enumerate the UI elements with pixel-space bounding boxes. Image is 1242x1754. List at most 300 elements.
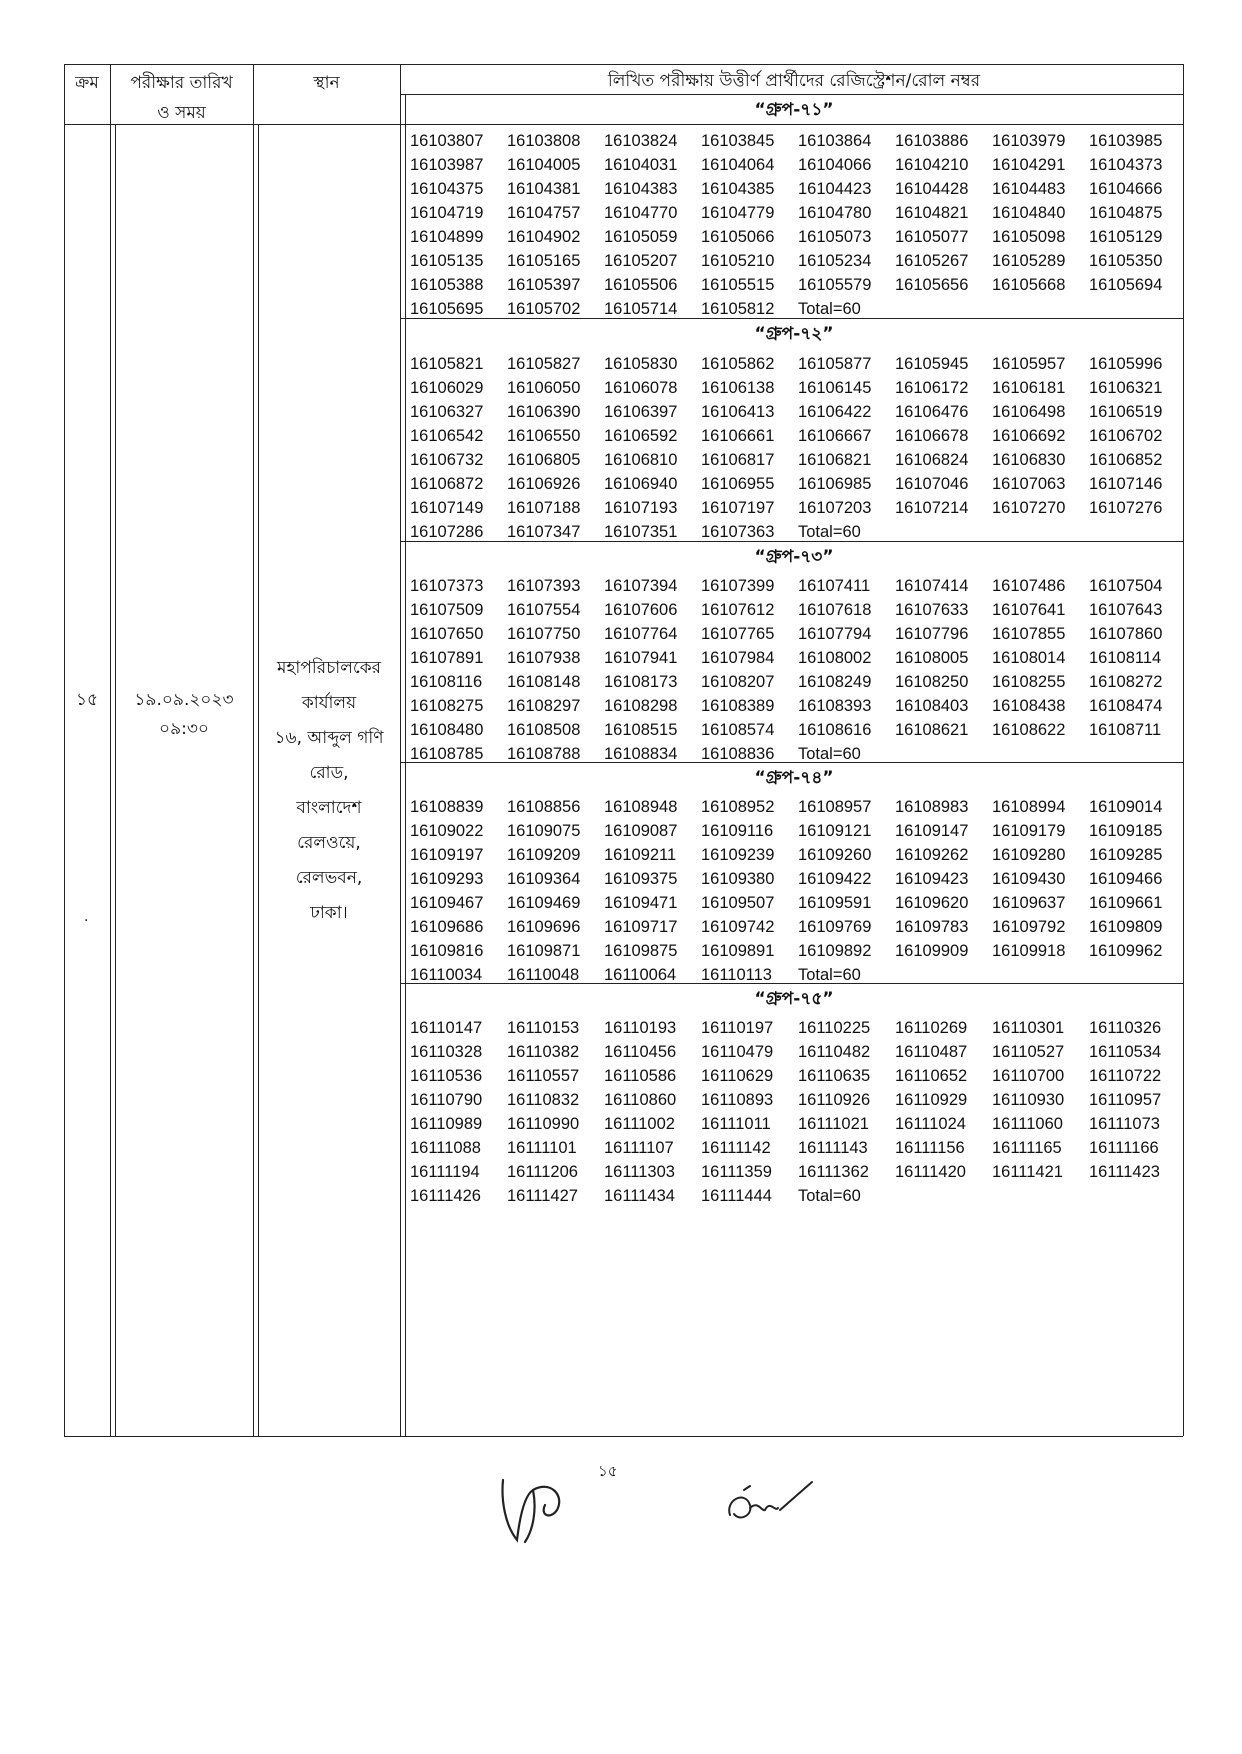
roll-number: 16109507 [701,893,775,912]
roll-number: 16106519 [1089,402,1163,421]
roll-number: 16108389 [701,696,775,715]
roll-number: 16105098 [992,227,1066,246]
roll-number: 16111107 [604,1138,674,1157]
roll-number: 16107149 [410,498,484,517]
roll-number: 16105827 [507,354,581,373]
roll-number: 16105812 [701,299,775,318]
entry-date: ১৯.০৯.২০২৩ [134,690,234,710]
roll-number: 16109467 [410,893,484,912]
roll-number: 16106138 [701,378,775,397]
roll-number: 16105077 [895,227,969,246]
roll-number: 16110328 [410,1042,483,1061]
roll-number: 16104385 [701,179,775,198]
venue-line: মহাপরিচালকের [277,658,381,678]
roll-number: 16109620 [895,893,969,912]
roll-number: 16109962 [1089,941,1163,960]
group-title: “গ্রুপ-৭১” [754,100,834,120]
roll-number: 16103979 [992,131,1066,150]
roll-number: 16104066 [798,155,872,174]
roll-number: 16105877 [798,354,872,373]
roll-number: 16107393 [507,576,581,595]
roll-number: 16105957 [992,354,1066,373]
roll-number: 16110790 [410,1090,483,1109]
roll-number: 16109809 [1089,917,1163,936]
roll-number: 16109285 [1089,845,1163,864]
roll-number: 16104899 [410,227,484,246]
header-venue: স্থান [313,73,340,93]
roll-number: 16111444 [701,1186,772,1205]
roll-number: 16105267 [895,251,969,270]
roll-row [405,352,1183,376]
roll-row [405,249,1183,273]
roll-number: 16107860 [1089,624,1163,643]
roll-number: 16103985 [1089,131,1163,150]
roll-number: 16107641 [992,600,1066,619]
roll-number: 16110064 [604,965,677,984]
venue-line: রোড, [309,763,349,783]
roll-number: 16106321 [1089,378,1163,397]
venue-line: ঢাকা। [310,903,348,923]
group-roll-list [405,574,1183,766]
roll-number: 16106678 [895,426,969,445]
col-divider-date-1 [115,124,116,1436]
roll-number: 16108116 [410,672,483,691]
roll-number: 16108474 [1089,696,1163,715]
roll-row [405,646,1183,670]
roll-number: 16111101 [507,1138,577,1157]
roll-row [405,496,1183,520]
roll-number: 16106824 [895,450,969,469]
roll-number: 16110527 [992,1042,1065,1061]
roll-number: 16111011 [701,1114,771,1133]
roll-row [405,520,1183,544]
roll-number: 16108403 [895,696,969,715]
group-total: Total=60 [798,299,861,318]
roll-number: 16107197 [701,498,775,517]
roll-number: 16107188 [507,498,581,517]
roll-number: 16103864 [798,131,872,150]
roll-row [405,1040,1183,1064]
roll-number: 16110930 [992,1090,1065,1109]
roll-number: 16106667 [798,426,872,445]
roll-number: 16106498 [992,402,1066,421]
roll-number: 16108114 [1089,648,1162,667]
roll-number: 16107794 [798,624,872,643]
roll-number: 16109871 [507,941,581,960]
roll-number: 16108005 [895,648,969,667]
roll-number: 16104031 [604,155,678,174]
roll-number: 16109637 [992,893,1066,912]
roll-number: 16109364 [507,869,581,888]
roll-number: 16104381 [507,179,581,198]
roll-number: 16107373 [410,576,484,595]
roll-number: 16104005 [507,155,581,174]
roll-number: 16110301 [992,1018,1065,1037]
roll-number: 16108957 [798,797,872,816]
roll-number: 16111423 [1089,1162,1160,1181]
roll-number: 16110193 [604,1018,677,1037]
roll-number: 16105702 [507,299,581,318]
roll-number: 16105388 [410,275,484,294]
roll-number: 16108250 [895,672,969,691]
roll-number: 16107486 [992,576,1066,595]
group-roll-list [405,352,1183,544]
roll-number: 16108508 [507,720,581,739]
roll-number: 16106817 [701,450,775,469]
table-bottom-border [64,1436,1183,1437]
roll-number: 16108948 [604,797,678,816]
roll-number: 16108480 [410,720,484,739]
group-total: Total=60 [798,522,861,541]
roll-number: 16107347 [507,522,581,541]
roll-number: 16103824 [604,131,678,150]
entry-serial: ১৫ [75,690,99,710]
roll-row [405,795,1183,819]
roll-number: 16105135 [410,251,484,270]
roll-number: 16107394 [604,576,678,595]
roll-number: 16105579 [798,275,872,294]
roll-number: 16108275 [410,696,484,715]
roll-number: 16110557 [507,1066,580,1085]
roll-number: 16105862 [701,354,775,373]
roll-number: 16109909 [895,941,969,960]
roll-number: 16108983 [895,797,969,816]
roll-number: 16110586 [604,1066,677,1085]
roll-number: 16109717 [604,917,678,936]
roll-number: 16104779 [701,203,775,222]
roll-number: 16109686 [410,917,484,936]
roll-number: 16105234 [798,251,872,270]
roll-number: 16105059 [604,227,678,246]
roll-number: 16107984 [701,648,775,667]
venue-line: ১৬, আব্দুল গণি [274,728,384,748]
roll-number: 16106692 [992,426,1066,445]
venue-line: বাংলাদেশ [296,798,362,818]
roll-number: 16107891 [410,648,484,667]
roll-number: 16107941 [604,648,678,667]
roll-number: 16106985 [798,474,872,493]
table-left-border [64,64,65,1436]
roll-number: 16110479 [701,1042,774,1061]
roll-number: 16110700 [992,1066,1065,1085]
roll-number: 16106805 [507,450,581,469]
venue-line: রেলভবন, [295,868,363,888]
roll-number: 16106181 [992,378,1066,397]
roll-number: 16110225 [798,1018,871,1037]
roll-number: 16108621 [895,720,969,739]
roll-number: 16109280 [992,845,1066,864]
roll-number: 16108148 [507,672,581,691]
roll-number: 16105668 [992,275,1066,294]
roll-number: 16106955 [701,474,775,493]
roll-number: 16110482 [798,1042,871,1061]
roll-row [405,1160,1183,1184]
roll-number: 16105397 [507,275,581,294]
roll-number: 16109466 [1089,869,1163,888]
roll-row [405,472,1183,496]
roll-number: 16107414 [895,576,969,595]
roll-number: 16109816 [410,941,484,960]
roll-number: 16111420 [895,1162,966,1181]
roll-number: 16108014 [992,648,1066,667]
roll-number: 16106145 [798,378,872,397]
roll-row [405,448,1183,472]
roll-number: 16107411 [798,576,871,595]
roll-number: 16111060 [992,1114,1063,1133]
roll-number: 16109591 [798,893,872,912]
roll-number: 16109423 [895,869,969,888]
roll-number: 16110487 [895,1042,968,1061]
roll-number: 16109211 [604,845,677,864]
roll-number: 16105821 [410,354,484,373]
roll-number: 16110326 [1089,1018,1162,1037]
roll-number: 16103987 [410,155,484,174]
roll-number: 16107765 [701,624,775,643]
roll-row [405,1088,1183,1112]
roll-number: 16105714 [604,299,678,318]
roll-number: 16111426 [410,1186,481,1205]
group-title: “গ্রুপ-৭৩” [754,547,834,567]
roll-number: 16111165 [992,1138,1062,1157]
roll-number: 16107046 [895,474,969,493]
roll-number: 16110153 [507,1018,580,1037]
roll-number: 16110860 [604,1090,677,1109]
roll-number: 16110456 [604,1042,677,1061]
roll-number: 16107214 [895,498,969,517]
roll-number: 16106078 [604,378,678,397]
roll-number: 16105350 [1089,251,1163,270]
roll-number: 16109185 [1089,821,1163,840]
roll-number: 16107612 [701,600,775,619]
roll-number: 16110269 [895,1018,968,1037]
header-date-line2: ও সময় [157,103,206,123]
roll-number: 16109469 [507,893,581,912]
roll-number: 16104780 [798,203,872,222]
roll-number: 16106327 [410,402,484,421]
roll-number: 16110722 [1089,1066,1162,1085]
roll-number: 16110034 [410,965,483,984]
roll-number: 16106476 [895,402,969,421]
roll-number: 16109121 [798,821,872,840]
roll-number: 16104210 [895,155,969,174]
roll-number: 16111303 [604,1162,675,1181]
roll-number: 16106732 [410,450,484,469]
roll-number: 16110652 [895,1066,968,1085]
roll-number: 16106830 [992,450,1066,469]
roll-number: 16108393 [798,696,872,715]
roll-number: 16109471 [604,893,678,912]
roll-number: 16110382 [507,1042,580,1061]
roll-number: 16107606 [604,600,678,619]
roll-number: 16108438 [992,696,1066,715]
roll-number: 16107750 [507,624,581,643]
signature-left [495,1470,595,1550]
roll-number: 16106821 [798,450,872,469]
roll-number: 16111427 [507,1186,578,1205]
roll-number: 16107509 [410,600,484,619]
roll-number: 16108788 [507,744,581,763]
roll-number: 16111156 [895,1138,965,1157]
roll-row [405,574,1183,598]
roll-number: 16108622 [992,720,1066,739]
roll-number: 16104373 [1089,155,1163,174]
venue-line: রেলওয়ে, [297,833,361,853]
roll-number: 16109375 [604,869,678,888]
roll-number: 16107554 [507,600,581,619]
roll-number: 16104064 [701,155,775,174]
group-roll-list [405,1016,1183,1208]
roll-number: 16104875 [1089,203,1163,222]
roll-number: 16105996 [1089,354,1163,373]
roll-number: 16108711 [1089,720,1162,739]
roll-number: 16111143 [798,1138,868,1157]
group-title: “গ্রুপ-৭২” [754,324,834,344]
roll-number: 16109014 [1089,797,1163,816]
roll-number: 16110197 [701,1018,774,1037]
roll-number: 16108785 [410,744,484,763]
roll-number: 16110926 [798,1090,871,1109]
roll-number: 16106852 [1089,450,1163,469]
roll-number: 16111434 [604,1186,675,1205]
roll-number: 16106029 [410,378,484,397]
roll-number: 16104666 [1089,179,1163,198]
roll-number: 16111088 [410,1138,481,1157]
roll-number: 16105694 [1089,275,1163,294]
roll-number: 16104291 [992,155,1066,174]
roll-number: 16108616 [798,720,872,739]
entry-venue [258,651,400,931]
col-divider-venue [400,64,401,1436]
roll-row [405,376,1183,400]
roll-number: 16106172 [895,378,969,397]
col-divider-date [253,64,254,1436]
roll-number: 16105506 [604,275,678,294]
roll-number: 16111194 [410,1162,480,1181]
roll-number: 16106542 [410,426,484,445]
roll-number: 16109892 [798,941,872,960]
roll-number: 16107276 [1089,498,1163,517]
roll-number: 16108952 [701,797,775,816]
group-total: Total=60 [798,1186,861,1205]
roll-number: 16104770 [604,203,678,222]
roll-row [405,129,1183,153]
roll-number: 16111002 [604,1114,675,1133]
roll-number: 16110635 [798,1066,871,1085]
roll-number: 16107363 [701,522,775,541]
roll-row [405,153,1183,177]
roll-number: 16109430 [992,869,1066,888]
roll-row [405,1064,1183,1088]
roll-number: 16109239 [701,845,775,864]
roll-number: 16111024 [895,1114,966,1133]
header-serial: ক্রম [75,73,99,93]
roll-row [405,867,1183,891]
roll-number: 16104423 [798,179,872,198]
roll-number: 16107203 [798,498,872,517]
roll-number: 16105945 [895,354,969,373]
roll-number: 16106550 [507,426,581,445]
roll-number: 16107146 [1089,474,1163,493]
roll-number: 16111359 [701,1162,772,1181]
roll-number: 16109875 [604,941,678,960]
roll-row [405,1184,1183,1208]
roll-number: 16109293 [410,869,484,888]
roll-number: 16109262 [895,845,969,864]
roll-number: 16107351 [604,522,678,541]
roll-number: 16104383 [604,179,678,198]
roll-number: 16105656 [895,275,969,294]
roll-number: 16109075 [507,821,581,840]
roll-number: 16110990 [507,1114,580,1133]
group-total: Total=60 [798,965,861,984]
roll-number: 16108255 [992,672,1066,691]
roll-number: 16108839 [410,797,484,816]
roll-number: 16109022 [410,821,484,840]
roll-number: 16106413 [701,402,775,421]
roll-row [405,225,1183,249]
roll-number: 16109422 [798,869,872,888]
roll-number: 16109661 [1089,893,1163,912]
group-title: “গ্রুপ-৭৫” [754,989,834,1009]
roll-number: 16107270 [992,498,1066,517]
roll-number: 16105165 [507,251,581,270]
roll-number: 16109179 [992,821,1066,840]
roll-number: 16104840 [992,203,1066,222]
roll-row [405,843,1183,867]
roll-number: 16105515 [701,275,775,294]
roll-number: 16108298 [604,696,678,715]
roll-number: 16104483 [992,179,1066,198]
roll-number: 16107633 [895,600,969,619]
roll-number: 16108207 [701,672,775,691]
roll-number: 16109891 [701,941,775,960]
roll-number: 16109792 [992,917,1066,936]
roll-row [405,297,1183,321]
roll-number: 16105210 [701,251,775,270]
roll-number: 16109380 [701,869,775,888]
roll-number: 16105695 [410,299,484,318]
roll-number: 16108297 [507,696,581,715]
roll-number: 16104375 [410,179,484,198]
roll-number: 16105207 [604,251,678,270]
roll-number: 16106050 [507,378,581,397]
roll-row [405,1016,1183,1040]
roll-number: 16109696 [507,917,581,936]
roll-number: 16103808 [507,131,581,150]
roll-number: 16110893 [701,1090,774,1109]
roll-number: 16109742 [701,917,775,936]
roll-number: 16103845 [701,131,775,150]
roll-number: 16111362 [798,1162,869,1181]
roll-number: 16107399 [701,576,775,595]
group-roll-list [405,129,1183,321]
roll-number: 16104757 [507,203,581,222]
roll-number: 16109260 [798,845,872,864]
roll-number: 16106872 [410,474,484,493]
roll-number: 16107938 [507,648,581,667]
roll-number: 16105129 [1089,227,1163,246]
roll-number: 16106390 [507,402,581,421]
page-number: ১৫ [598,1462,618,1480]
roll-number: 16110534 [1089,1042,1162,1061]
header-rolls: লিখিত পরীক্ষায় উত্তীর্ণ প্রার্থীদের রেজিস্ট্রেশন/রোল নম্বর [607,71,981,91]
roll-number: 16105066 [701,227,775,246]
roll-row [405,718,1183,742]
roll-row [405,915,1183,939]
roll-number: 16103807 [410,131,484,150]
roll-number: 16106810 [604,450,678,469]
roll-number: 16110957 [1089,1090,1162,1109]
